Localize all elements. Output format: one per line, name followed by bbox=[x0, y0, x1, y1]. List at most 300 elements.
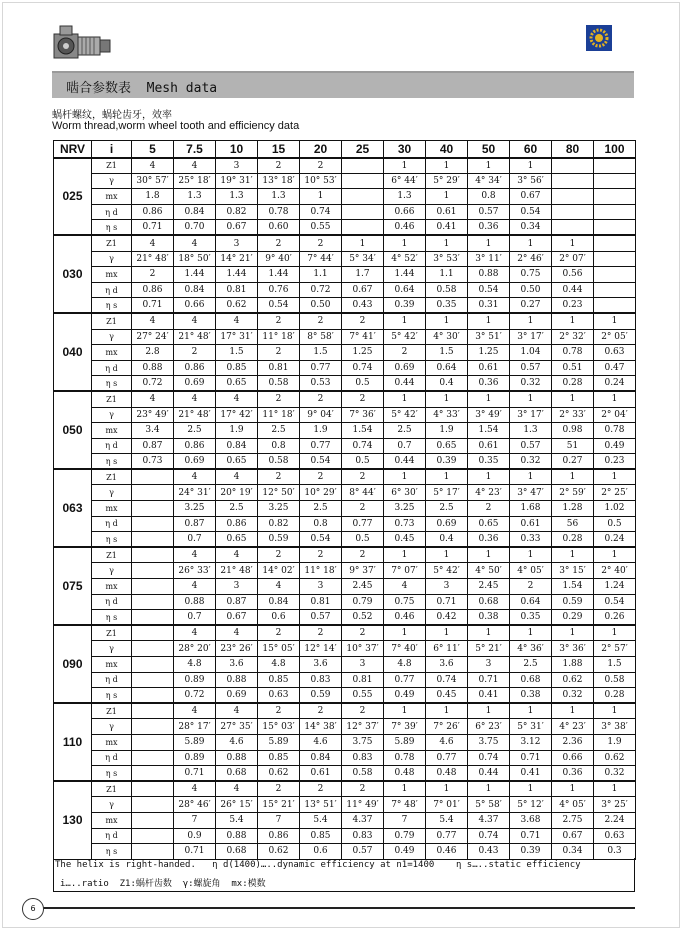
table-cell: 0.78 bbox=[384, 750, 426, 766]
table-cell: 0.54 bbox=[300, 454, 342, 470]
table-cell: 0.72 bbox=[300, 282, 342, 298]
parameter-label: mx bbox=[92, 423, 132, 439]
table-cell bbox=[132, 828, 174, 844]
table-cell: 0.44 bbox=[384, 454, 426, 470]
table-row bbox=[54, 345, 636, 361]
table-cell: 4.37 bbox=[468, 812, 510, 828]
table-cell: 1 bbox=[552, 235, 594, 251]
table-cell: 0.67 bbox=[510, 189, 552, 205]
table-cell: 13° 51′ bbox=[300, 797, 342, 813]
parameter-label: mx bbox=[92, 812, 132, 828]
table-cell: 18° 50′ bbox=[174, 251, 216, 267]
table-cell: 0.55 bbox=[300, 220, 342, 236]
table-cell: 0.44 bbox=[384, 376, 426, 392]
table-cell: 0.64 bbox=[426, 360, 468, 376]
table-cell: 7 bbox=[174, 812, 216, 828]
parameter-label: η d bbox=[92, 516, 132, 532]
table-cell: 2° 04′ bbox=[594, 407, 636, 423]
table-cell: 0.77 bbox=[342, 516, 384, 532]
table-row bbox=[54, 688, 636, 704]
table-cell: 2 bbox=[258, 391, 300, 407]
table-cell: 19° 31′ bbox=[216, 173, 258, 189]
table-cell: 0.69 bbox=[174, 454, 216, 470]
table-cell: 0.84 bbox=[174, 282, 216, 298]
table-cell: 0.28 bbox=[552, 376, 594, 392]
table-cell: 0.4 bbox=[426, 532, 468, 548]
table-cell: 0.27 bbox=[552, 454, 594, 470]
table-cell bbox=[132, 688, 174, 704]
table-cell: 4 bbox=[216, 625, 258, 641]
table-cell: 0.87 bbox=[174, 516, 216, 532]
table-row bbox=[54, 376, 636, 392]
table-cell: 0.32 bbox=[552, 688, 594, 704]
table-cell: 7° 41′ bbox=[342, 329, 384, 345]
table-cell: 1 bbox=[594, 781, 636, 797]
table-cell: 0.50 bbox=[300, 298, 342, 314]
table-cell: 1 bbox=[510, 547, 552, 563]
table-cell: 8° 44′ bbox=[342, 485, 384, 501]
table-cell: 2.8 bbox=[132, 345, 174, 361]
table-cell: 4.6 bbox=[216, 734, 258, 750]
parameter-label: mx bbox=[92, 189, 132, 205]
table-cell: 1 bbox=[426, 189, 468, 205]
table-cell: 4 bbox=[216, 313, 258, 329]
table-cell: 1 bbox=[552, 547, 594, 563]
table-cell: 21° 48′ bbox=[132, 251, 174, 267]
table-cell: 0.71 bbox=[510, 750, 552, 766]
header-ratio-value: 30 bbox=[384, 141, 426, 158]
table-cell: 4.37 bbox=[342, 812, 384, 828]
table-cell: 0.46 bbox=[426, 844, 468, 860]
table-cell: 0.86 bbox=[132, 204, 174, 220]
table-cell: 0.5 bbox=[594, 516, 636, 532]
header-ratio-value: 100 bbox=[594, 141, 636, 158]
table-cell: 0.46 bbox=[384, 610, 426, 626]
table-cell: 2.5 bbox=[510, 657, 552, 673]
table-cell: 8° 58′ bbox=[300, 329, 342, 345]
table-cell: 0.63 bbox=[258, 688, 300, 704]
table-row bbox=[54, 360, 636, 376]
table-cell: 0.43 bbox=[342, 298, 384, 314]
table-row bbox=[54, 469, 636, 485]
table-cell: 1.04 bbox=[510, 345, 552, 361]
table-cell: 14° 38′ bbox=[300, 719, 342, 735]
table-cell: 1 bbox=[594, 391, 636, 407]
table-cell: 0.68 bbox=[216, 766, 258, 782]
table-cell: 0.87 bbox=[216, 594, 258, 610]
parameter-label: γ bbox=[92, 641, 132, 657]
table-cell: 4 bbox=[216, 391, 258, 407]
table-cell: 0.7 bbox=[174, 610, 216, 626]
table-cell: 2 bbox=[300, 313, 342, 329]
table-cell: 0.74 bbox=[342, 438, 384, 454]
parameter-label: Z1 bbox=[92, 547, 132, 563]
table-cell: 0.86 bbox=[216, 516, 258, 532]
table-cell: 0.65 bbox=[216, 454, 258, 470]
table-cell: 2 bbox=[342, 469, 384, 485]
nrv-size-code: 025 bbox=[54, 158, 92, 236]
table-cell: 0.56 bbox=[552, 267, 594, 283]
parameter-label: Z1 bbox=[92, 158, 132, 174]
table-row bbox=[54, 750, 636, 766]
table-cell: 0.72 bbox=[174, 688, 216, 704]
table-cell: 4.6 bbox=[300, 734, 342, 750]
table-cell: 0.76 bbox=[258, 282, 300, 298]
section-header-band bbox=[52, 71, 634, 98]
table-cell: 3.75 bbox=[468, 734, 510, 750]
table-cell bbox=[594, 189, 636, 205]
table-cell: 4.8 bbox=[258, 657, 300, 673]
table-cell: 3° 49′ bbox=[468, 407, 510, 423]
table-cell: 0.48 bbox=[384, 766, 426, 782]
table-row bbox=[54, 516, 636, 532]
parameter-label: η s bbox=[92, 688, 132, 704]
table-row bbox=[54, 641, 636, 657]
table-cell: 1 bbox=[426, 703, 468, 719]
table-cell: 3.68 bbox=[510, 812, 552, 828]
table-cell: 0.36 bbox=[468, 220, 510, 236]
table-cell: 2 bbox=[258, 703, 300, 719]
parameter-label: γ bbox=[92, 407, 132, 423]
table-cell: 0.71 bbox=[174, 844, 216, 860]
table-cell: 4 bbox=[174, 703, 216, 719]
table-cell: 4° 05′ bbox=[552, 797, 594, 813]
table-cell: 4 bbox=[216, 547, 258, 563]
parameter-label: η d bbox=[92, 204, 132, 220]
table-cell: 0.89 bbox=[174, 672, 216, 688]
table-cell: 0.88 bbox=[468, 267, 510, 283]
table-cell: 0.85 bbox=[258, 750, 300, 766]
table-cell: 4 bbox=[258, 579, 300, 595]
table-cell bbox=[594, 173, 636, 189]
parameter-label: γ bbox=[92, 485, 132, 501]
table-cell: 2.36 bbox=[552, 734, 594, 750]
parameter-label: Z1 bbox=[92, 391, 132, 407]
table-cell: 0.23 bbox=[552, 298, 594, 314]
table-cell: 0.36 bbox=[468, 376, 510, 392]
table-cell: 0.32 bbox=[510, 454, 552, 470]
table-cell: 0.57 bbox=[510, 438, 552, 454]
table-cell: 3.25 bbox=[384, 501, 426, 517]
header-ratio-value: 40 bbox=[426, 141, 468, 158]
table-cell: 1 bbox=[426, 625, 468, 641]
table-cell: 3° 47′ bbox=[510, 485, 552, 501]
table-cell: 0.71 bbox=[468, 672, 510, 688]
gear-motor-icon bbox=[52, 24, 114, 60]
table-cell: 4.8 bbox=[384, 657, 426, 673]
table-cell: 1 bbox=[426, 469, 468, 485]
table-cell: 3 bbox=[216, 579, 258, 595]
table-cell: 0.68 bbox=[216, 844, 258, 860]
table-cell: 56 bbox=[552, 516, 594, 532]
table-cell bbox=[594, 282, 636, 298]
table-cell: 6° 30′ bbox=[384, 485, 426, 501]
table-cell: 2 bbox=[258, 235, 300, 251]
table-cell: 9° 04′ bbox=[300, 407, 342, 423]
nrv-size-code: 110 bbox=[54, 703, 92, 781]
table-cell: 2 bbox=[342, 781, 384, 797]
table-cell: 0.65 bbox=[216, 376, 258, 392]
table-row bbox=[54, 812, 636, 828]
table-cell: 0.7 bbox=[384, 438, 426, 454]
table-cell: 6° 44′ bbox=[384, 173, 426, 189]
table-cell: 3.25 bbox=[258, 501, 300, 517]
table-cell: 0.63 bbox=[594, 345, 636, 361]
table-cell: 0.5 bbox=[342, 532, 384, 548]
table-cell: 4.6 bbox=[426, 734, 468, 750]
table-cell: 0.43 bbox=[468, 844, 510, 860]
table-cell: 2 bbox=[342, 625, 384, 641]
table-cell: 2.75 bbox=[552, 812, 594, 828]
table-row bbox=[54, 657, 636, 673]
table-cell: 0.5 bbox=[342, 454, 384, 470]
table-cell: 13° 18′ bbox=[258, 173, 300, 189]
table-cell: 0.51 bbox=[552, 360, 594, 376]
table-cell: 0.69 bbox=[384, 360, 426, 376]
table-cell: 1 bbox=[510, 313, 552, 329]
table-cell: 0.41 bbox=[426, 220, 468, 236]
table-cell: 6° 23′ bbox=[468, 719, 510, 735]
table-row bbox=[54, 220, 636, 236]
table-cell: 1.44 bbox=[384, 267, 426, 283]
table-cell: 51 bbox=[552, 438, 594, 454]
table-cell: 3° 51′ bbox=[468, 329, 510, 345]
table-cell bbox=[594, 204, 636, 220]
parameter-label: η s bbox=[92, 376, 132, 392]
table-cell: 3° 25′ bbox=[594, 797, 636, 813]
table-cell: 3.6 bbox=[216, 657, 258, 673]
table-cell: 2° 33′ bbox=[552, 407, 594, 423]
table-cell: 14° 02′ bbox=[258, 563, 300, 579]
table-cell: 0.67 bbox=[216, 610, 258, 626]
table-cell: 0.54 bbox=[468, 282, 510, 298]
table-cell: 11° 49′ bbox=[342, 797, 384, 813]
table-cell: 4° 30′ bbox=[426, 329, 468, 345]
table-cell: 2 bbox=[468, 501, 510, 517]
footnote-line-1: The helix is right-handed. η d(1400)…..dynamic efficiency at n1=1400 η s…..static efficiency bbox=[55, 860, 581, 870]
table-cell: 0.38 bbox=[510, 688, 552, 704]
table-cell: 1 bbox=[510, 391, 552, 407]
table-cell: 0.73 bbox=[384, 516, 426, 532]
table-cell: 0.36 bbox=[552, 766, 594, 782]
table-cell: 12° 14′ bbox=[300, 641, 342, 657]
table-cell: 0.39 bbox=[384, 298, 426, 314]
table-cell bbox=[132, 532, 174, 548]
table-cell bbox=[132, 797, 174, 813]
table-cell: 7° 39′ bbox=[384, 719, 426, 735]
header-ratio-value: 5 bbox=[132, 141, 174, 158]
table-cell: 0.58 bbox=[594, 672, 636, 688]
table-cell: 0.5 bbox=[342, 376, 384, 392]
table-cell: 2 bbox=[174, 345, 216, 361]
table-cell bbox=[132, 766, 174, 782]
table-cell: 0.54 bbox=[510, 204, 552, 220]
table-cell: 2° 05′ bbox=[594, 329, 636, 345]
table-row bbox=[54, 625, 636, 641]
table-cell: 0.38 bbox=[468, 610, 510, 626]
table-cell: 4° 52′ bbox=[384, 251, 426, 267]
table-cell: 2 bbox=[300, 703, 342, 719]
page-number: 6 bbox=[22, 898, 44, 920]
table-cell bbox=[132, 485, 174, 501]
table-cell: 1.02 bbox=[594, 501, 636, 517]
table-cell: 3° 56′ bbox=[510, 173, 552, 189]
table-cell: 0.79 bbox=[342, 594, 384, 610]
table-cell: 0.7 bbox=[174, 532, 216, 548]
table-cell: 1 bbox=[468, 235, 510, 251]
nrv-size-code: 090 bbox=[54, 625, 92, 703]
nrv-size-code: 075 bbox=[54, 547, 92, 625]
table-footnote bbox=[53, 858, 635, 892]
table-cell: 0.58 bbox=[258, 376, 300, 392]
table-cell: 1 bbox=[384, 469, 426, 485]
table-cell: 2 bbox=[342, 313, 384, 329]
table-cell bbox=[132, 610, 174, 626]
table-row bbox=[54, 828, 636, 844]
parameter-label: Z1 bbox=[92, 469, 132, 485]
table-cell: 17° 42′ bbox=[216, 407, 258, 423]
table-cell bbox=[342, 158, 384, 174]
header-ratio-value: 7.5 bbox=[174, 141, 216, 158]
table-cell: 0.83 bbox=[342, 750, 384, 766]
parameter-label: η s bbox=[92, 766, 132, 782]
table-cell: 0.39 bbox=[510, 844, 552, 860]
table-cell bbox=[594, 251, 636, 267]
table-cell: 4 bbox=[174, 158, 216, 174]
table-cell: 0.71 bbox=[510, 828, 552, 844]
parameter-label: Z1 bbox=[92, 625, 132, 641]
table-cell: 0.81 bbox=[300, 594, 342, 610]
table-cell bbox=[132, 516, 174, 532]
table-cell: 0.9 bbox=[174, 828, 216, 844]
table-row bbox=[54, 719, 636, 735]
table-cell: 26° 15′ bbox=[216, 797, 258, 813]
table-cell: 0.98 bbox=[552, 423, 594, 439]
table-cell: 1 bbox=[342, 235, 384, 251]
table-cell: 2.45 bbox=[342, 579, 384, 595]
table-cell bbox=[594, 220, 636, 236]
table-cell: 0.8 bbox=[468, 189, 510, 205]
table-row bbox=[54, 189, 636, 205]
table-cell: 1.1 bbox=[300, 267, 342, 283]
table-cell: 0.4 bbox=[426, 376, 468, 392]
table-cell: 4 bbox=[174, 579, 216, 595]
table-cell: 1 bbox=[552, 469, 594, 485]
table-cell: 1 bbox=[510, 469, 552, 485]
table-cell: 2 bbox=[258, 313, 300, 329]
table-cell bbox=[552, 204, 594, 220]
table-cell: 0.86 bbox=[258, 828, 300, 844]
parameter-label: γ bbox=[92, 173, 132, 189]
table-cell: 2.5 bbox=[258, 423, 300, 439]
table-cell: 1.9 bbox=[594, 734, 636, 750]
nrv-size-code: 050 bbox=[54, 391, 92, 469]
table-cell: 0.86 bbox=[174, 438, 216, 454]
table-row bbox=[54, 766, 636, 782]
table-cell: 1 bbox=[384, 703, 426, 719]
table-cell: 1.3 bbox=[384, 189, 426, 205]
table-cell: 7 bbox=[258, 812, 300, 828]
table-cell: 0.61 bbox=[426, 204, 468, 220]
table-cell: 4° 36′ bbox=[510, 641, 552, 657]
table-cell: 1.8 bbox=[132, 189, 174, 205]
table-cell: 0.84 bbox=[174, 204, 216, 220]
table-cell: 1 bbox=[594, 625, 636, 641]
table-cell: 2° 46′ bbox=[510, 251, 552, 267]
table-cell: 10° 53′ bbox=[300, 173, 342, 189]
table-cell: 1.25 bbox=[468, 345, 510, 361]
table-row bbox=[54, 563, 636, 579]
table-cell: 4° 34′ bbox=[468, 173, 510, 189]
table-cell: 5° 17′ bbox=[426, 485, 468, 501]
table-cell: 0.84 bbox=[300, 750, 342, 766]
parameter-label: η d bbox=[92, 828, 132, 844]
table-cell: 4 bbox=[174, 781, 216, 797]
table-row bbox=[54, 204, 636, 220]
table-cell: 1 bbox=[300, 189, 342, 205]
table-cell: 5.89 bbox=[174, 734, 216, 750]
parameter-label: γ bbox=[92, 329, 132, 345]
table-cell: 1 bbox=[384, 235, 426, 251]
header-ratio: i bbox=[92, 141, 132, 158]
table-cell: 0.85 bbox=[258, 672, 300, 688]
table-cell: 3 bbox=[468, 657, 510, 673]
table-cell: 0.28 bbox=[594, 688, 636, 704]
table-cell: 0.74 bbox=[468, 828, 510, 844]
table-cell bbox=[132, 469, 174, 485]
table-cell: 4 bbox=[216, 469, 258, 485]
table-cell: 2 bbox=[384, 345, 426, 361]
table-cell: 0.26 bbox=[594, 610, 636, 626]
parameter-label: mx bbox=[92, 657, 132, 673]
table-row bbox=[54, 438, 636, 454]
table-cell: 3 bbox=[300, 579, 342, 595]
table-cell: 0.3 bbox=[594, 844, 636, 860]
table-cell: 1 bbox=[468, 158, 510, 174]
table-cell: 4 bbox=[216, 781, 258, 797]
table-cell: 0.69 bbox=[426, 516, 468, 532]
table-cell: 3 bbox=[216, 158, 258, 174]
table-row bbox=[54, 703, 636, 719]
footnote-line-2: i…..ratio Z1:蜗杆齿数 γ:螺旋角 mx:模数 bbox=[60, 879, 266, 889]
table-cell: 1 bbox=[384, 158, 426, 174]
table-cell: 1 bbox=[594, 703, 636, 719]
table-cell: 5° 12′ bbox=[510, 797, 552, 813]
table-cell: 3.6 bbox=[300, 657, 342, 673]
parameter-label: mx bbox=[92, 267, 132, 283]
table-cell: 1 bbox=[426, 781, 468, 797]
table-cell: 5° 42′ bbox=[384, 329, 426, 345]
table-cell: 1.9 bbox=[216, 423, 258, 439]
parameter-label: η d bbox=[92, 438, 132, 454]
table-cell: 0.88 bbox=[216, 828, 258, 844]
subtitle-en: Worm thread,worm wheel tooth and efficiency data bbox=[52, 120, 300, 132]
table-cell: 17° 31′ bbox=[216, 329, 258, 345]
table-cell: 1.44 bbox=[174, 267, 216, 283]
table-cell: 0.59 bbox=[258, 532, 300, 548]
table-cell: 1 bbox=[468, 703, 510, 719]
table-cell: 2° 59′ bbox=[552, 485, 594, 501]
parameter-label: mx bbox=[92, 734, 132, 750]
table-cell bbox=[132, 641, 174, 657]
table-cell: 1 bbox=[468, 391, 510, 407]
table-cell: 2 bbox=[342, 547, 384, 563]
table-cell: 26° 33′ bbox=[174, 563, 216, 579]
table-cell: 0.50 bbox=[510, 282, 552, 298]
table-cell: 0.48 bbox=[426, 766, 468, 782]
table-cell bbox=[132, 734, 174, 750]
table-cell: 3° 36′ bbox=[552, 641, 594, 657]
